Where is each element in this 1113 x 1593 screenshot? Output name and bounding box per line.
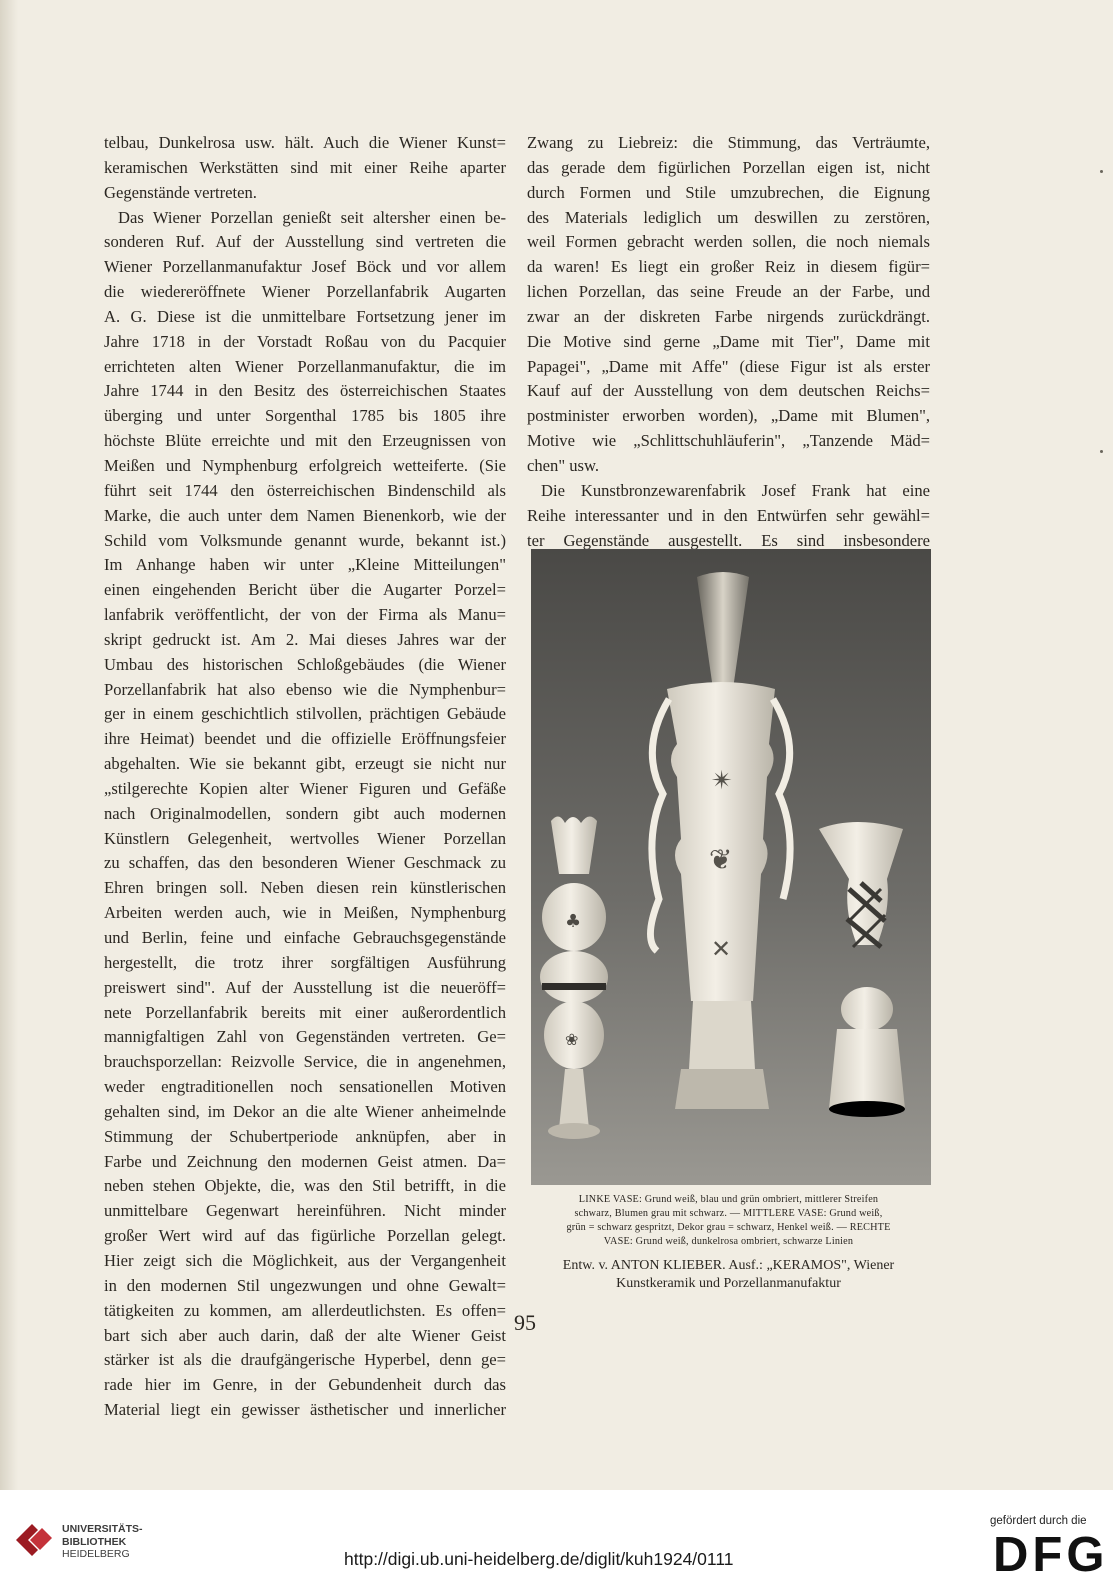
text-line: zu schaffen, das den besonderen Wiener Geschmack zu — [104, 853, 506, 873]
text-line: ter Gegenstände ausgestellt. Es sind insbesondere — [527, 530, 930, 550]
vase-photograph — [531, 549, 931, 1185]
page-number: 95 — [514, 1310, 536, 1335]
credit-line: Entw. v. ANTON KLIEBER. Ausf.: „KERAMOS", Wiener — [562, 1258, 895, 1273]
funding-note: gefördert durch die — [990, 1515, 1087, 1527]
svg-text:✴: ✴ — [711, 766, 733, 796]
svg-text:❦: ❦ — [709, 843, 733, 876]
library-line: UNIVERSITÄTS- — [62, 1523, 143, 1535]
text-line: mannigfaltigen Zahl von Gegenständen vertreten. Ge= — [104, 1027, 506, 1047]
text-line: und Berlin, feine und einfache Gebrauchsgegenstände — [104, 928, 506, 947]
text-line: Schild vom Volksmunde genannt wurde, bekannt ist.) — [104, 530, 506, 550]
text-line: höchste Blüte erreichte und mit den Erzeugnissen von — [104, 431, 506, 451]
text-line: rade hier im Genre, in der Gebundenheit durch das — [104, 1375, 506, 1395]
text-line: durch Formen und Stile umzubrechen, die Eignung — [527, 182, 930, 202]
text-line: tätigkeiten zu kommen, am allerdeutlichsten. Es offen= — [104, 1300, 506, 1320]
text-line: nete Porzellanfabrik bereits mit einer außerordentlich — [104, 1002, 506, 1022]
text-line: telbau, Dunkelrosa usw. hält. Auch die Wiener Kunst= — [104, 133, 506, 152]
university-library-name — [62, 1523, 143, 1561]
text-line: A. G. Diese ist die unmittelbare Fortsetzung jener im — [104, 306, 506, 326]
text-line: weder engtraditionellen noch sensationellen Motiven — [104, 1077, 506, 1097]
text-line: da waren! Es liegt ein großer Reiz in diesem figür= — [527, 257, 930, 277]
text-line: chen" usw. — [527, 455, 600, 475]
library-line: BIBLIOTHEK — [62, 1535, 127, 1548]
text-line: Marke, die auch unter dem Namen Bienenkorb, wie der — [104, 505, 506, 525]
text-line: errichteten alten Wiener Porzellanmanufaktur, die im — [104, 356, 506, 376]
text-line: ihre Heimat) beendet und die offizielle Eröffnungsfeier — [104, 729, 506, 749]
text-line: Farbe und Zeichnung den modernen Geist atmen. Da= — [104, 1151, 506, 1171]
text-line: bart sich aber auch darin, daß der alte Wiener Geist — [104, 1325, 506, 1345]
text-line: lanfabrik veröffentlicht, der von der Firma als Manu= — [104, 605, 506, 625]
photo-caption — [527, 1193, 930, 1249]
text-line: preiswert sind". Auf der Ausstellung ist die neueröff= — [104, 977, 506, 997]
text-line: das gerade dem figürlichen Porzellan eigen ist, nicht — [527, 157, 930, 177]
text-line: zwar an der diskreten Farbe nirgends zurückdrängt. — [527, 306, 930, 326]
text-line: postminister erworben worden), „Dame mit Blumen", — [527, 406, 930, 426]
text-line: Jahre 1718 in der Vorstadt Roßau von du Pacquier — [104, 331, 506, 351]
text-line: brauchsporzellan: Reizvolle Service, die in angenehmen, — [104, 1052, 506, 1072]
text-line: Arbeiten werden auch, wie in Meißen, Nymphenburg — [104, 903, 506, 923]
text-line: Zwang zu Liebreiz: die Stimmung, das Verträumte, — [527, 133, 930, 152]
university-library-logo-icon — [14, 1518, 54, 1560]
digital-source-url[interactable]: http://digi.ub.uni-heidelberg.de/diglit/kuh1924/0111 — [344, 1549, 734, 1569]
svg-text:✕: ✕ — [711, 935, 732, 963]
vases-illustration — [531, 549, 931, 1185]
text-line: Das Wiener Porzellan genießt seit altersher einen be- — [118, 207, 506, 227]
text-line: lichen Porzellan, das seine Freude an der Farbe, und — [527, 282, 930, 302]
caption-line: VASE: Grund weiß, dunkelrosa ombriert, schwarze Linien — [603, 1236, 854, 1247]
text-line: Kauf auf der Ausstellung von dem deutschen Reichs= — [527, 381, 930, 401]
text-line: Papagei", „Dame mit Affe" (diese Figur ist als erster — [527, 356, 930, 376]
text-line: Die Kunstbronzewarenfabrik Josef Frank hat eine — [541, 480, 930, 500]
text-line: „stilgerechte Kopien alter Wiener Figuren und Gefäße — [104, 778, 506, 798]
text-line: abgehalten. Wie sie bekannt gibt, erzeugt sie nicht nur — [104, 754, 506, 774]
text-line: Meißen und Nymphenburg erfolgreich wetteiferte. (Sie — [104, 455, 506, 475]
text-line: Motive wie „Schlittschuhläuferin", „Tanzende Mäd= — [527, 431, 930, 451]
caption-line: LINKE VASE: Grund weiß, blau und grün ombriert, mittlerer Streifen — [578, 1194, 879, 1205]
text-line: in den modernen Stil ungezwungen und ohne Gewalt= — [104, 1275, 506, 1295]
dfg-logo: DFG — [993, 1528, 1109, 1582]
text-line: des Materials lediglich um deswillen zu zerstören, — [527, 207, 930, 227]
photo-credit — [527, 1257, 930, 1293]
text-line: Porzellanfabrik hat also ebenso wie die Nymphenbur= — [104, 679, 506, 699]
text-line: unmittelbare Gegenwart hereinführen. Nicht minder — [104, 1201, 506, 1221]
text-line: Wiener Porzellanmanufaktur Josef Böck und vor allem — [104, 257, 506, 277]
text-line: Die Motive sind gerne „Dame mit Tier", Dame mit — [527, 331, 930, 351]
text-line: Hier zeigt sich die Möglichkeit, aus der Vergangenheit — [104, 1250, 506, 1270]
text-line: Im Anhange haben wir unter „Kleine Mitteilungen" — [104, 555, 506, 575]
text-line: neben stehen Objekte, die, was den Stil betrifft, in die — [104, 1176, 506, 1196]
digitization-footer — [0, 1490, 1113, 1593]
binding-shadow — [0, 0, 18, 1490]
text-line: keramischen Werkstätten sind mit einer Reihe aparter — [104, 157, 506, 177]
text-line: die wiedereröffnete Wiener Porzellanfabrik Augarten — [104, 282, 506, 302]
text-line: führt seit 1744 den österreichischen Bindenschild als — [104, 480, 506, 500]
caption-line: schwarz, Blumen grau mit schwarz. — MITTLERE VASE: Grund weiß, — [574, 1208, 883, 1219]
text-line: Umbau des historischen Schloßgebäudes (die Wiener — [104, 654, 506, 674]
library-line: HEIDELBERG — [62, 1548, 130, 1560]
text-line: stärker ist als die draufgängerische Hyperbel, denn ge= — [104, 1350, 506, 1370]
text-line: Gegenstände vertreten. — [104, 182, 257, 202]
text-line: Stimmung der Schubertperiode anknüpfen, aber in — [104, 1126, 506, 1146]
text-line: hergestellt, die trotz ihrer sorgfältigen Ausführung — [104, 952, 506, 972]
text-line: Ehren bringen soll. Neben diesen rein künstlerischen — [104, 878, 506, 898]
text-line: sonderen Ruf. Auf der Ausstellung sind vertreten die — [104, 232, 506, 252]
credit-line: Kunstkeramik und Porzellanmanufaktur — [616, 1276, 841, 1291]
text-line: einen eingehenden Bericht über die Augarter Porzel= — [104, 580, 506, 600]
text-line: großer Wert wird auf das figürliche Porzellan gelegt. — [104, 1226, 506, 1246]
text-line: ger in einem geschichtlich stilvollen, prächtigen Gebäude — [104, 704, 506, 724]
text-line: skript gedruckt ist. Am 2. Mai dieses Jahres war der — [104, 629, 506, 649]
text-line: Material liegt ein gewisser ästhetischer und innerlicher — [104, 1400, 506, 1420]
caption-line: grün = schwarz gespritzt, Dekor grau = schwarz, Henkel weiß. — RECHTE — [566, 1222, 891, 1233]
text-line: weil Formen gebracht werden sollen, die noch niemals — [527, 232, 930, 252]
text-line: nach Originalmodellen, sondern gibt auch modernen — [104, 803, 506, 823]
text-line: Jahre 1744 in den Besitz des österreichischen Staates — [104, 381, 506, 401]
text-line: Reihe interessanter und in den Entwürfen sehr gewähl= — [527, 505, 930, 525]
right-text-column — [527, 131, 930, 553]
margin-dot — [1100, 170, 1103, 173]
text-line: gehalten sind, im Dekor an die alte Wiener anheimelnde — [104, 1101, 506, 1121]
text-line: überging und unter Sorgenthal 1785 bis 1805 ihre — [104, 406, 506, 426]
svg-text:♣: ♣ — [565, 911, 582, 932]
svg-text:❀: ❀ — [565, 1030, 579, 1049]
left-text-column — [104, 131, 506, 1423]
text-line: Künstlern Gelegenheit, wertvolles Wiener Porzellan — [104, 828, 506, 848]
margin-dot — [1100, 450, 1103, 453]
